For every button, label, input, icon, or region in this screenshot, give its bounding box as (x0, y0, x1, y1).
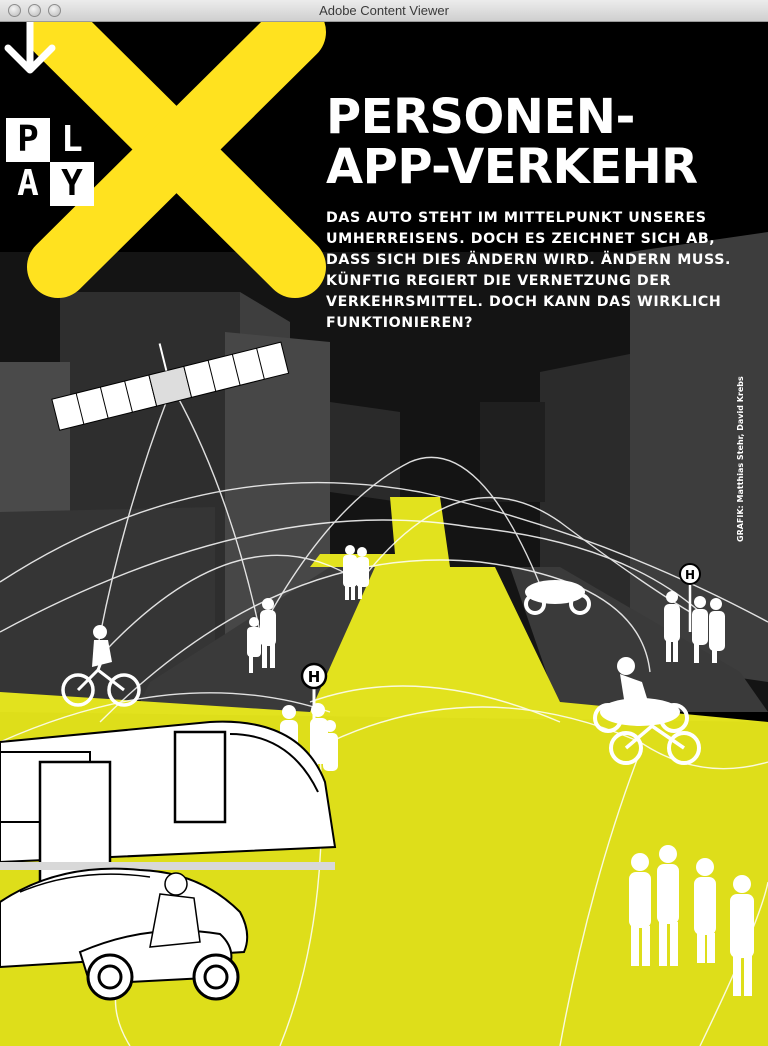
masthead-letter: Y (50, 162, 94, 206)
article-lead: DAS AUTO STEHT IM MITTELPUNKT UNSERES UMHERREISENS. DOCH ES ZEICHNET SICH AB, DASS SICH DIES ÄNDERN WIRD. ÄNDERN MUSS. KÜNFTIG REGIERT DIE VERNETZUNG DER VERKEHRSMITTEL. DOCH KANN DAS WIRKLICH FUNKTIONIEREN? (326, 210, 732, 331)
window-titlebar (0, 0, 768, 22)
headline-line: APP-VERKEHR (326, 139, 698, 195)
window-title: Adobe Content Viewer (319, 3, 449, 18)
headline-line: PERSONEN- (326, 89, 635, 145)
masthead-letter: P (6, 118, 50, 162)
bus-stop-letter: H (307, 668, 321, 686)
masthead-letter: A (6, 162, 50, 206)
bus-stop-letter: H (684, 568, 696, 582)
article-headline (326, 89, 698, 195)
magazine-page[interactable] (0, 22, 768, 1046)
image-credit: GRAFIK: Matthias Stehr, David Krebs (736, 376, 745, 542)
building (480, 402, 545, 502)
masthead-letter: L (50, 118, 94, 162)
arrow-down-icon[interactable] (0, 22, 60, 76)
